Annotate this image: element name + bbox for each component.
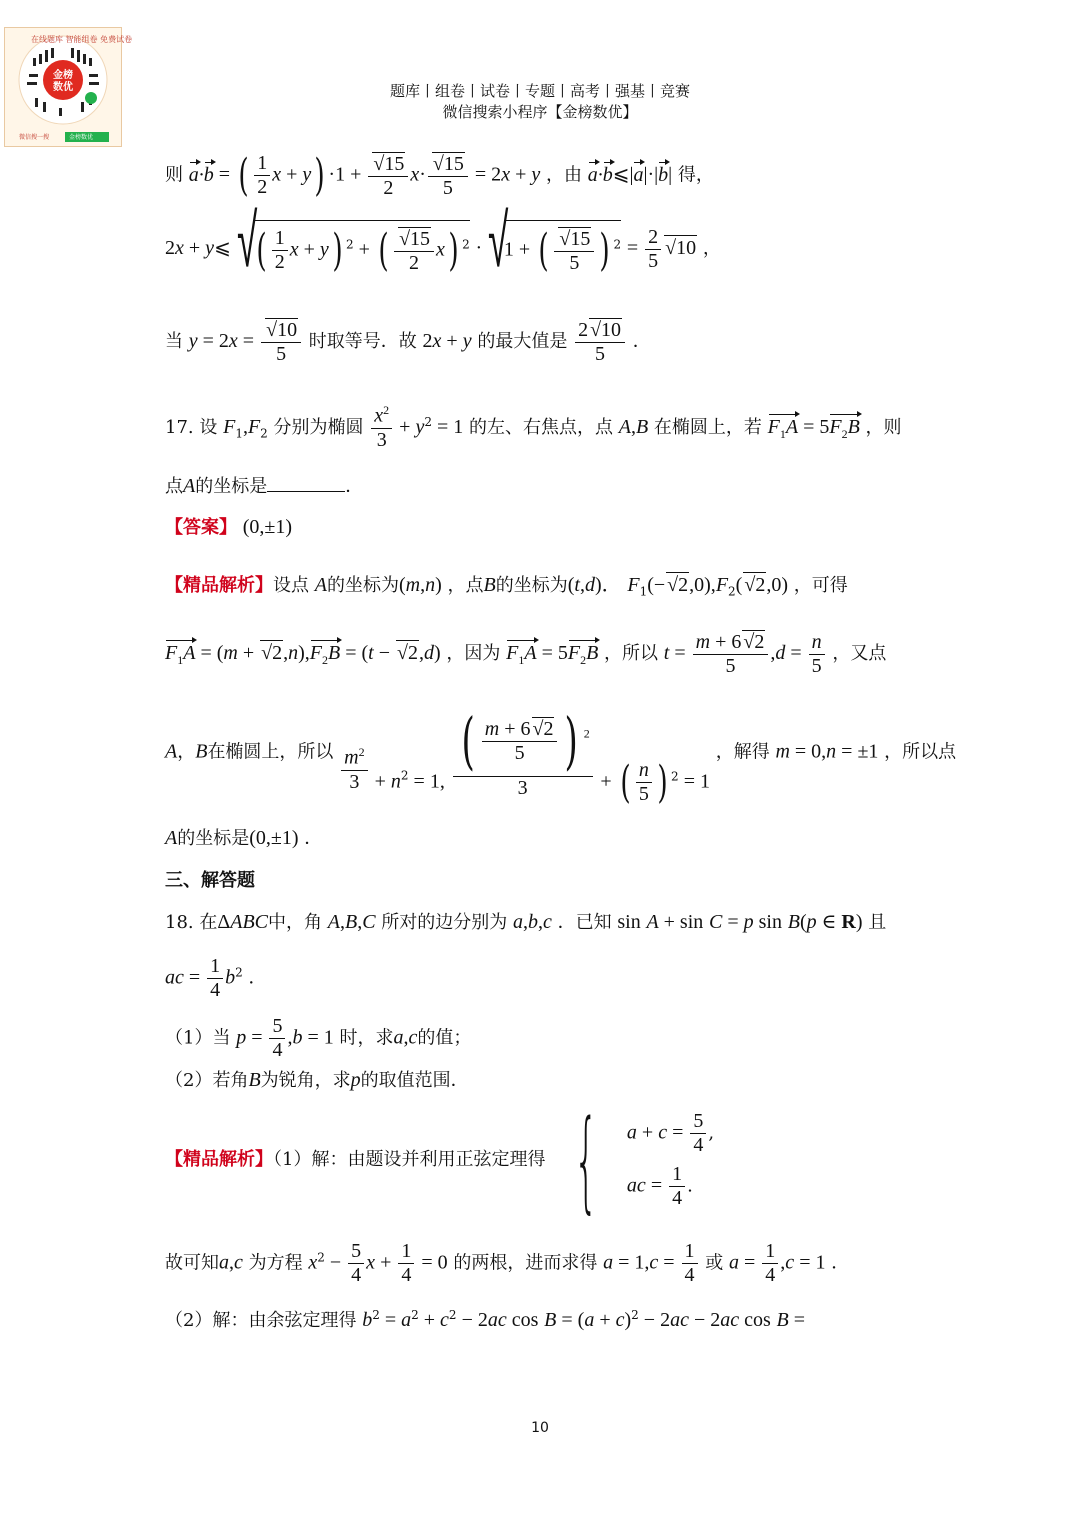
q18-solution1: 【精品解析】（1）解：由题设并利用正弦定理得 { a + c = $\frac{5}{4}$ , ac = $\frac{1}{4}$ . — [165, 1096, 715, 1224]
header-nav: 题库丨组卷丨试卷丨专题丨高考丨强基丨竞赛 — [389, 82, 690, 100]
eq-cauchy: 2x + y⩽ √ ( $\frac{1}{2}$ x + y) $^2$ + ( √ $\frac{15}{2}$ x) $^2$ · √ 1 + ( √ $\frac{15}{5}$ ) $^2$ = $\frac{2}{5}$ √ 10 ， — [165, 220, 721, 278]
logo-footer-left: 微信搜一搜 — [19, 134, 50, 141]
q18-solution2: （2）解：由余弦定理得 $b^2 = a^2 + c^2 - 2ac$ $\cos B = (a + c)^2 - 2ac - 2ac$ cos B = — [165, 1308, 806, 1331]
logo-arc-text: 在线题库 智能组卷 免费试卷 — [31, 35, 133, 44]
svg-text:数优: 数优 — [53, 82, 73, 93]
q18-part1: （1）当 p = $\frac{5}{4}$ ,b = 1 时，求a,c的值； — [165, 1015, 472, 1061]
q17-analysis-line1: 【精品解析】设点 A的坐标为(m,n) ，点B的坐标为(t,d)． $F_1(-√$ $2,0),F_2(√$ 2,0) ，可得 — [165, 572, 848, 600]
answer-blank — [267, 491, 345, 492]
q18-stem: 18. 在ΔABC中，角 A,B,C 所对的边分别为 a,b,c ．已知 sin A + sin C = p sin B(p ∈ R) 且 — [165, 911, 887, 933]
answer-tag: 【答案】 — [165, 517, 237, 538]
section-title: 三、解答题 — [165, 870, 255, 891]
svg-text:金榜: 金榜 — [53, 70, 73, 81]
q17-stem: 17. 设 $F_1,F_2$ 分别为椭圆 $\frac{x^2}{3}$ + $y^2 = 1$ 的左、右焦点，点 A,B 在椭圆上，若 $F_1A = 5F_2B$ ，则 — [165, 403, 902, 451]
q17-blank-line: 点A的坐标是 ． — [165, 475, 364, 497]
page-number: 10 — [531, 1420, 549, 1436]
answer-value: (0,±1) — [242, 516, 293, 538]
q17-answer — [165, 515, 292, 540]
q18-condition: ac = $\frac{1}{4}$ $b^2$ ． — [165, 955, 267, 1001]
q18-solution1-result: 故可知a,c 为方程 $x^2$ − $\frac{5}{4}$ x + $\frac{1}{4}$ = 0 的两根，进而求得 a = 1,c = $\frac{1}{4}$ 或 a = $\frac{1}{4}$ ,c = 1 ． — [165, 1240, 850, 1286]
q17-analysis-line4: A的坐标是(0,±1) ． — [165, 827, 323, 849]
eq-equality-case: 当 y = 2x = √ $\frac{10}{5}$ 时取等号．故 2x + y 的最大值是 $\frac{2√ 10}{5}$ ． — [165, 318, 651, 366]
eq-dot-product: 则 a·b = ( $\frac{1}{2}$ x + y) ·1 + √ $\frac{15}{2}$ x· √ $\frac{15}{5}$ = 2x + y ，由 a·b⩽|a|·|b| 得， — [165, 148, 714, 203]
header-subtitle: 微信搜索小程序【金榜数优】 — [442, 103, 638, 121]
q18-part2: （2）若角B为锐角，求p的取值范围． — [165, 1069, 469, 1091]
q17-analysis-line3: A，B在椭圆上，所以 $\frac{m^2}{3}$ + $n^2 = 1$, ( $\frac{m + 6√ 2}{5}$ ) $^2$ 3 + ( $\frac{n}{5}$ ) $^2$ = 1 ，解得 m = 0,n = ±1 ，所以点 — [165, 705, 956, 810]
q17-analysis-line2: $F_1A = (m$ + √ $2,n),F_2B = (t$ − √ 2,d) ，因为 $F_1A = 5F_2B$ ，所以 t = $\frac{m + 6√ 2}{5}$ ,d = $\frac{n}{5}$ ，又点 — [165, 630, 886, 678]
logo-footer-right: 金榜数优 — [69, 134, 94, 141]
